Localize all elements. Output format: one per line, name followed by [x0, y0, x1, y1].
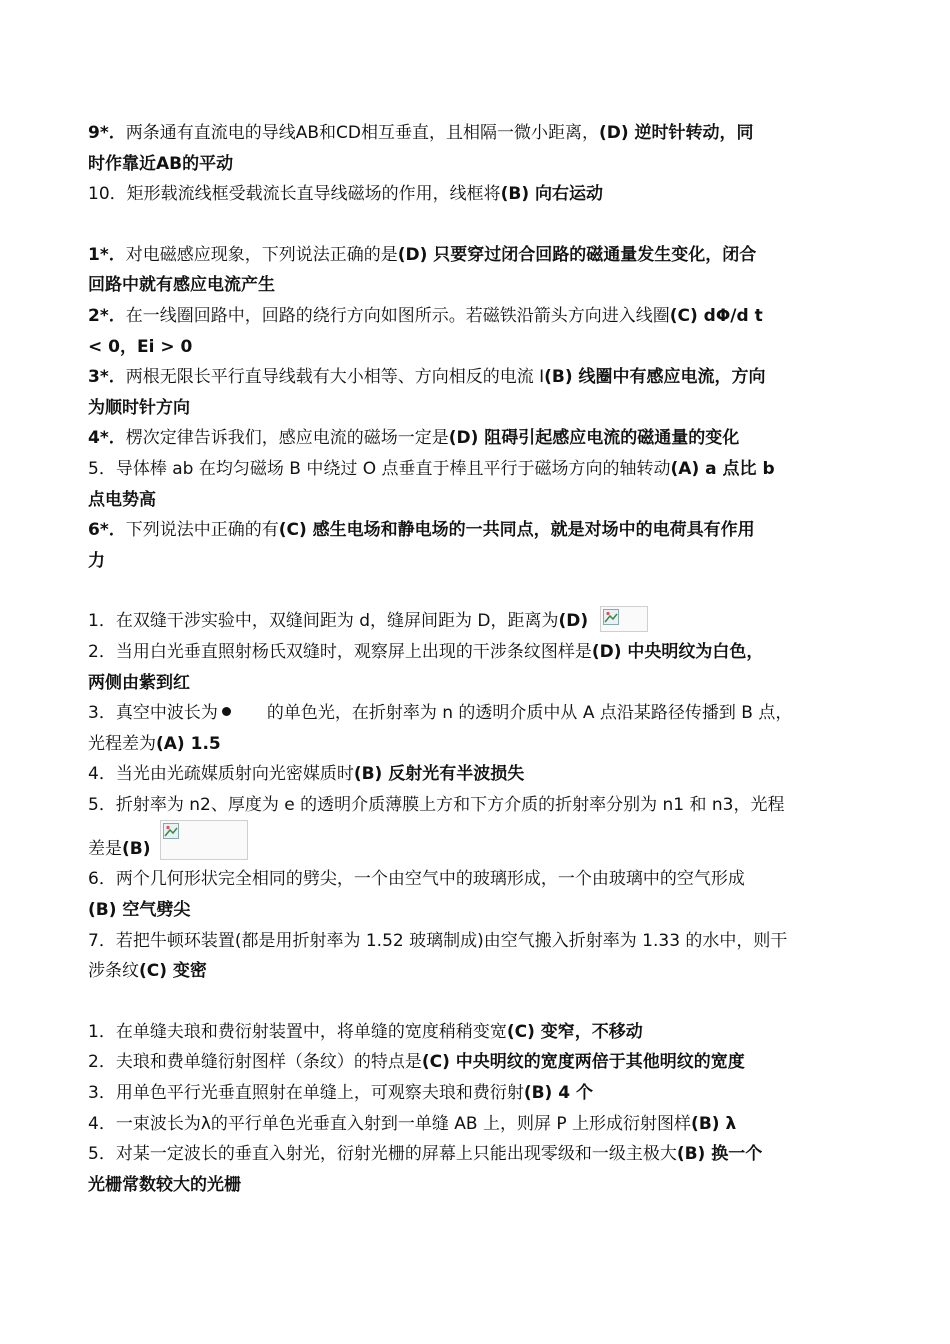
question-9-cont — [88, 149, 868, 180]
question-number: 1． — [88, 611, 116, 632]
question-3 — [88, 1078, 868, 1109]
answer: (C) 变窄，不移动 — [506, 1021, 643, 1042]
question-text: 对电磁感应现象，下列说法正确的是 — [125, 244, 398, 265]
answer: (B) 反射光有半波损失 — [353, 764, 525, 785]
answer: (C) 中央明纹的宽度两倍于其他明纹的宽度 — [421, 1052, 745, 1073]
question-text: 两个几何形状完全相同的劈尖，一个由空气中的玻璃形成，一个由玻璃中的空气形成 — [115, 869, 745, 890]
question-5 — [88, 790, 868, 821]
broken-image-icon — [160, 820, 248, 860]
question-number: 9*． — [88, 123, 126, 143]
answer: (D) 中央明纹为白色， — [591, 641, 764, 662]
question-number: 5． — [88, 1144, 116, 1165]
section-diffraction — [88, 1017, 868, 1201]
question-text: 当用白光垂直照射杨氏双缝时，观察屏上出现的干涉条纹图样是 — [115, 641, 592, 662]
question-number: 2． — [88, 1052, 116, 1073]
question-3 — [88, 362, 868, 393]
answer: (D) 阻碍引起感应电流的磁通量的变化 — [448, 428, 740, 449]
section-interference — [88, 606, 868, 987]
question-1 — [88, 606, 868, 637]
question-text: 用单色平行光垂直照射在单缝上，可观察夫琅和费衍射 — [115, 1083, 524, 1104]
question-text: 在一线圈回路中，回路的绕行方向如图所示。若磁铁沿箭头方向进入线圈 — [125, 305, 670, 326]
question-6-cont — [88, 546, 868, 577]
answer: 为顺时针方向 — [88, 397, 190, 418]
answer: 回路中就有感应电流产生 — [88, 275, 275, 296]
answer: (D) 只要穿过闭合回路的磁通量发生变化，闭合 — [397, 244, 757, 265]
question-10 — [88, 179, 868, 210]
question-text: 差是 — [88, 839, 122, 860]
answer: (C) dΦ/d t — [669, 305, 763, 326]
question-7-cont — [88, 956, 868, 987]
answer: (B) λ — [691, 1113, 737, 1134]
broken-image-icon — [600, 606, 648, 632]
question-text: 若把牛顿环装置(都是用折射率为 1.52 玻璃制成)由空气搬入折射率为 1.33 的水中，则干 — [115, 930, 788, 951]
answer: (C) 感生电场和静电场的一共同点，就是对场中的电荷具有作用 — [278, 520, 755, 541]
answer: (B) 换一个 — [676, 1144, 763, 1165]
question-4 — [88, 423, 868, 454]
question-text: 当光由光疏媒质射向光密媒质时 — [115, 764, 354, 785]
question-2 — [88, 637, 868, 668]
question-text: 光程差为 — [88, 733, 156, 754]
answer: (B) 4 个 — [523, 1083, 593, 1104]
answer: 两侧由紫到红 — [88, 672, 190, 693]
question-2 — [88, 301, 868, 332]
answer: (D) 逆时针转动，同 — [598, 123, 754, 143]
question-text: 夫琅和费单缝衍射图样（条纹）的特点是 — [115, 1052, 422, 1073]
answer: (A) a 点比 b — [670, 458, 775, 479]
question-number: 4． — [88, 764, 116, 785]
question-number: 5． — [88, 458, 116, 479]
question-number: 6． — [88, 869, 116, 890]
question-number: 2． — [88, 641, 116, 662]
missing-symbol-dot — [222, 707, 231, 716]
question-number: 3． — [88, 1083, 116, 1104]
question-text: 真空中波长为 — [115, 703, 218, 724]
question-5-cont — [88, 485, 868, 516]
question-3-cont — [88, 393, 868, 424]
question-text: 矩形载流线框受载流长直导线磁场的作用，线框将 — [126, 184, 501, 205]
question-6-cont — [88, 895, 868, 926]
answer: 点电势高 — [88, 489, 156, 510]
section-electromagnetic-induction — [88, 240, 868, 577]
question-number: 5． — [88, 794, 116, 815]
question-2 — [88, 1047, 868, 1078]
question-1-cont — [88, 270, 868, 301]
answer: < 0，Ei > 0 — [88, 336, 193, 357]
question-text: 两根无限长平行直导线载有大小相等、方向相反的电流 I — [125, 367, 545, 388]
question-4 — [88, 1109, 868, 1140]
question-text: 在双缝干涉实验中，双缝间距为 d，缝屏间距为 D，距离为 — [115, 611, 559, 632]
answer: (B) 空气劈尖 — [88, 900, 191, 921]
question-text: 两条通有直流电的导线AB和CD相互垂直，且相隔一微小距离， — [125, 123, 599, 143]
answer: 时作靠近AB的平动 — [88, 153, 234, 174]
question-text: 折射率为 n2、厚度为 e 的透明介质薄膜上方和下方介质的折射率分别为 n1 和 n3，光程 — [115, 794, 785, 815]
question-text: 楞次定律告诉我们，感应电流的磁场一定是 — [125, 428, 449, 449]
question-5 — [88, 454, 868, 485]
question-3-cont — [88, 729, 868, 760]
question-number: 6*． — [88, 520, 126, 541]
question-text: 一束波长为λ的平行单色光垂直入射到一单缝 AB 上，则屏 P 上形成衍射图样 — [115, 1113, 692, 1134]
question-3 — [88, 698, 868, 729]
question-1 — [88, 1017, 868, 1048]
question-2-cont — [88, 332, 868, 363]
question-number: 3*． — [88, 367, 126, 388]
question-number: 4*． — [88, 428, 126, 449]
question-6 — [88, 515, 868, 546]
question-number: 4． — [88, 1113, 116, 1134]
question-number: 7． — [88, 930, 116, 951]
question-number: 10． — [88, 184, 127, 205]
answer: 力 — [88, 550, 105, 571]
question-7 — [88, 926, 868, 957]
question-9 — [88, 118, 868, 149]
answer: (D) — [558, 611, 589, 632]
document-body — [88, 118, 868, 1200]
question-2-cont — [88, 668, 868, 699]
question-number: 3． — [88, 703, 116, 724]
question-4 — [88, 759, 868, 790]
answer: 光栅常数较大的光栅 — [88, 1174, 241, 1195]
question-5-cont — [88, 1170, 868, 1201]
question-text: 涉条纹 — [88, 961, 139, 982]
question-6 — [88, 864, 868, 895]
answer: (C) 变密 — [139, 961, 207, 982]
answer: (B) 向右运动 — [500, 184, 604, 205]
question-number: 1． — [88, 1021, 116, 1042]
question-number: 1*． — [88, 244, 126, 265]
section-magnetic-force — [88, 118, 868, 210]
answer: (B) — [122, 839, 151, 860]
question-number: 2*． — [88, 305, 126, 326]
question-1 — [88, 240, 868, 271]
question-5-cont — [88, 820, 868, 864]
answer: (A) 1.5 — [156, 733, 221, 754]
question-text: 的单色光，在折射率为 n 的透明介质中从 A 点沿某路径传播到 B 点， — [266, 703, 793, 724]
question-5 — [88, 1139, 868, 1170]
question-text: 导体棒 ab 在均匀磁场 B 中绕过 O 点垂直于棒且平行于磁场方向的轴转动 — [115, 458, 671, 479]
question-text: 对某一定波长的垂直入射光，衍射光栅的屏幕上只能出现零级和一级主极大 — [115, 1144, 677, 1165]
question-text: 在单缝夫琅和费衍射装置中，将单缝的宽度稍稍变宽 — [115, 1021, 507, 1042]
question-text: 下列说法中正确的有 — [125, 520, 279, 541]
answer: (B) 线圈中有感应电流，方向 — [544, 367, 766, 388]
